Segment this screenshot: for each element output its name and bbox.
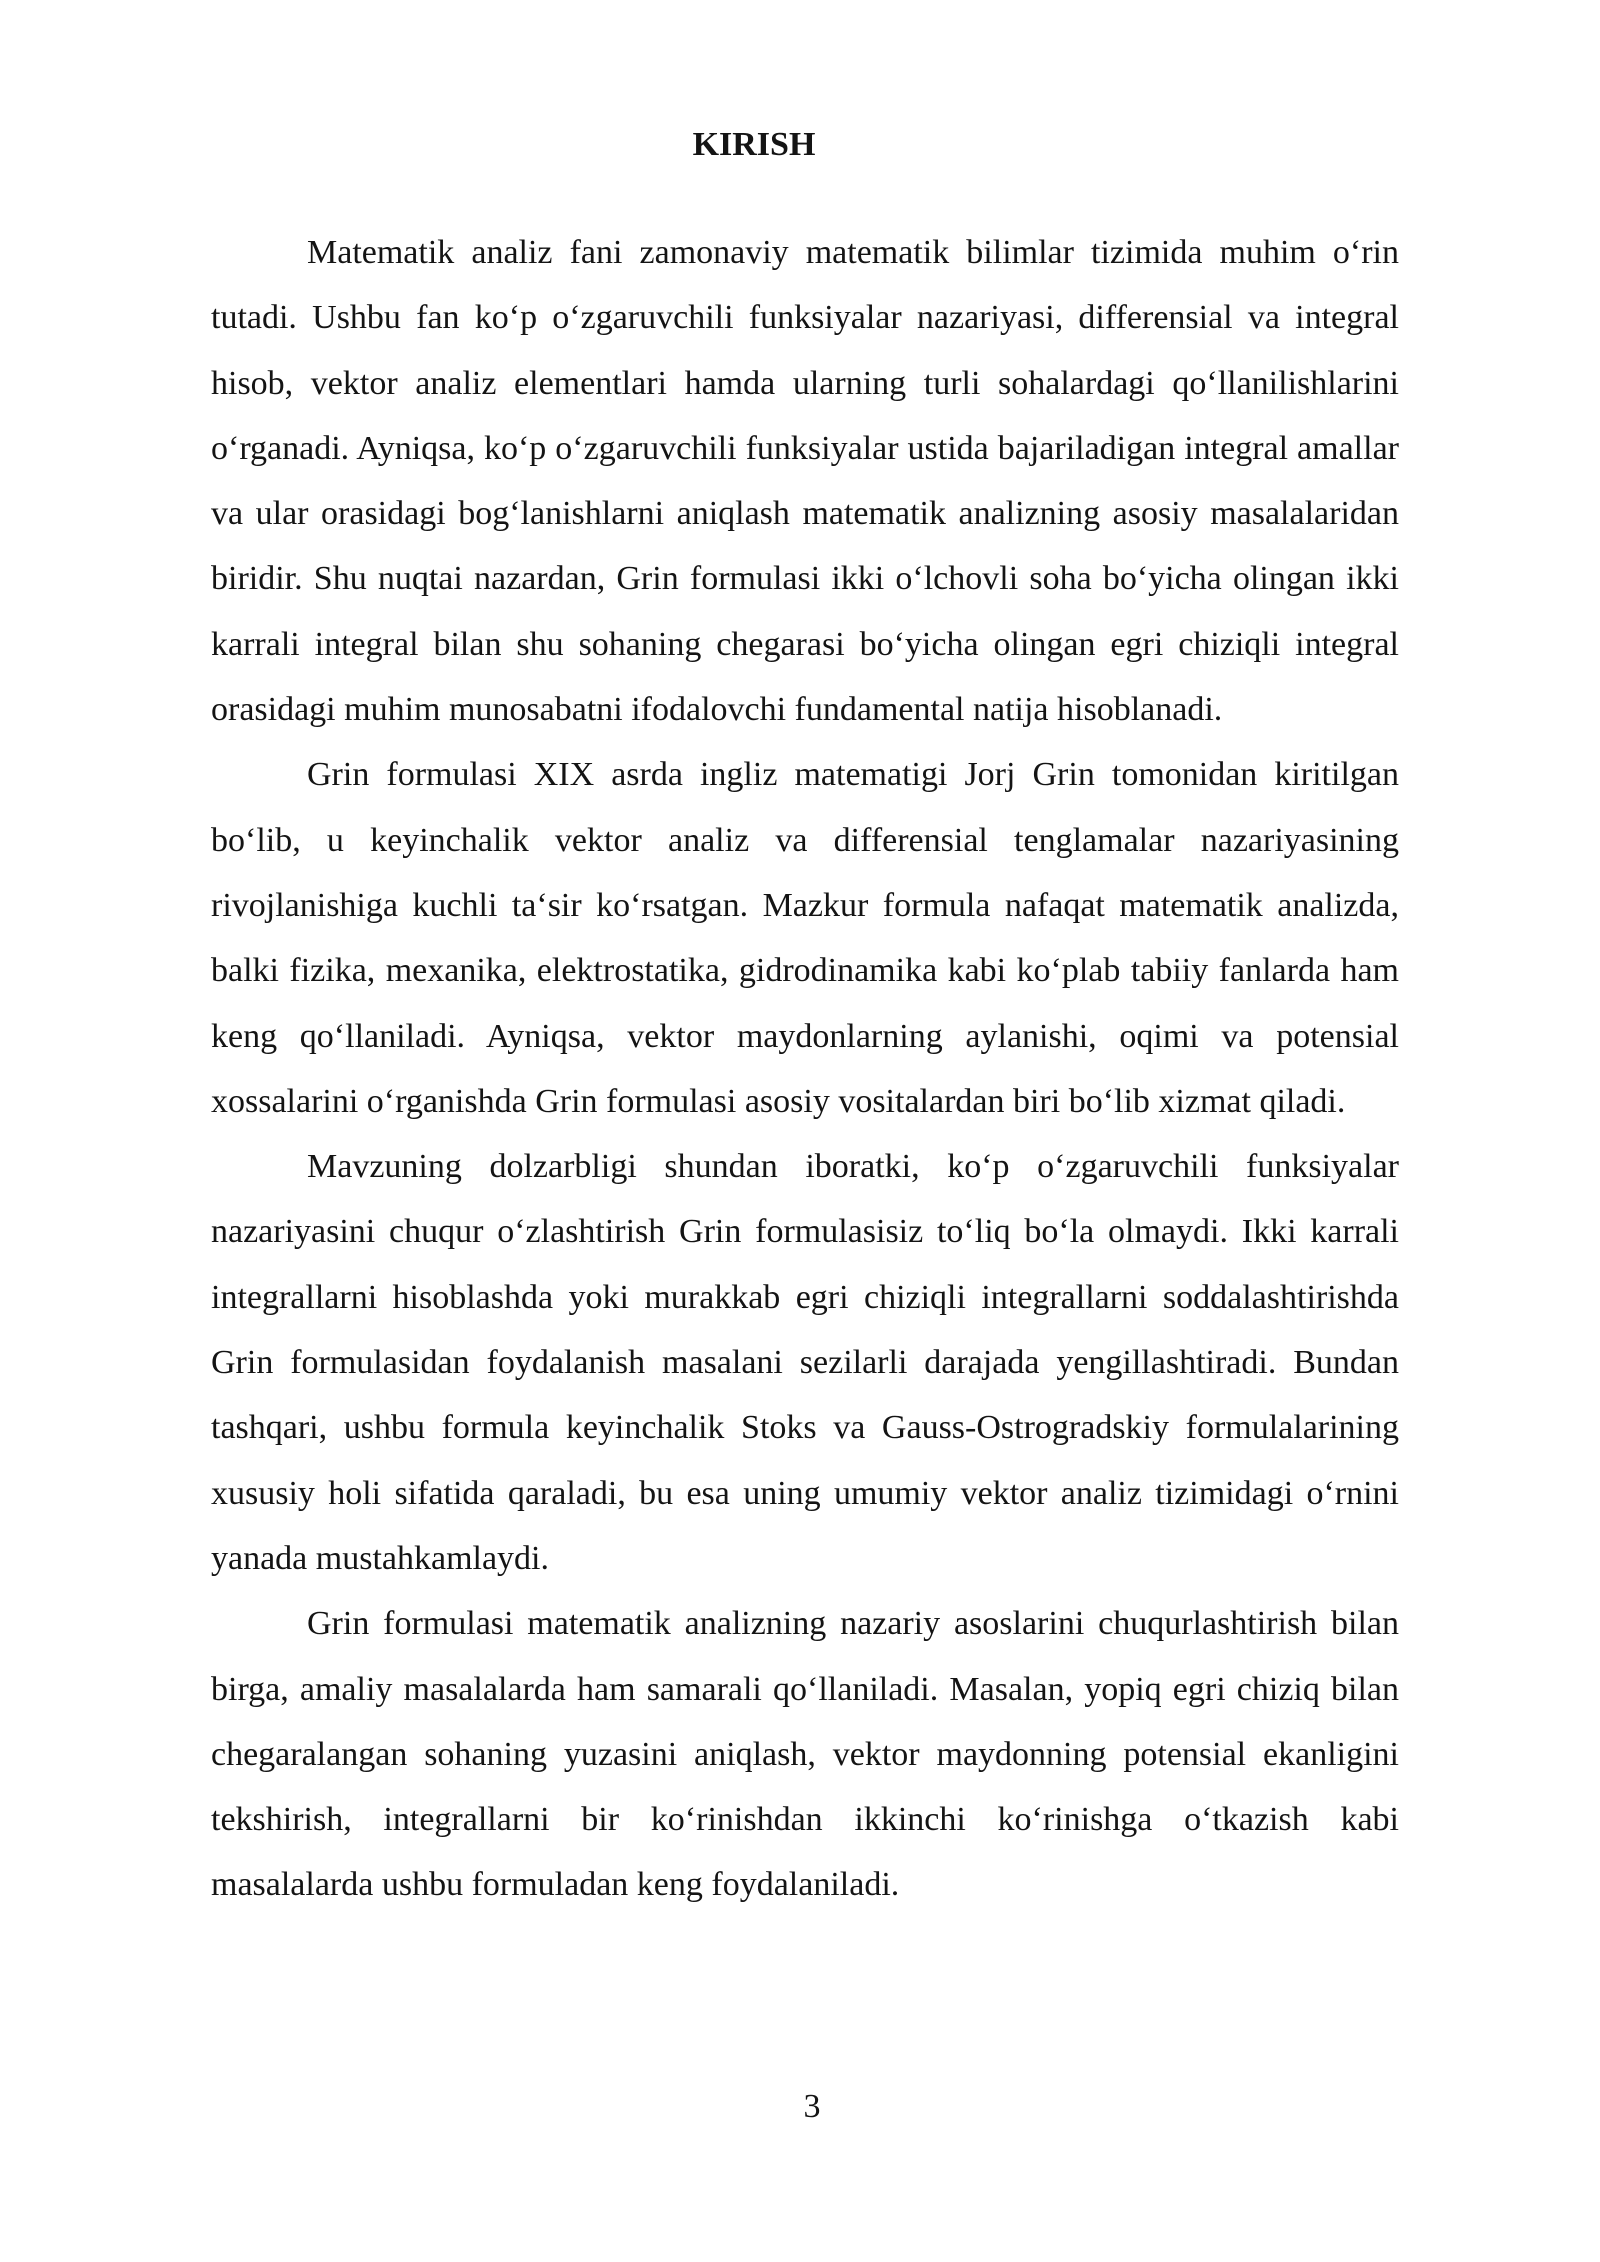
paragraph-2: Grin formulasi XIX asrda ingliz matematigi Jorj Grin tomonidan kiritilgan bo‘lib, u keyinchalik vektor analiz va differensial tenglamalar nazariyasining rivojlanishiga kuchli ta‘sir ko‘rsatgan. Mazkur formula nafaqat matematik analizda, balki fizika, mexanika, elektrostatika, gidrodinamika kabi ko‘plab tabiiy fanlarda ham keng qo‘llaniladi. Ayniqsa, vektor maydonlarning aylanishi, oqimi va potensial xossalarini o‘rganishda Grin formulasi asosiy vositalardan biri bo‘lib xizmat qiladi. xyxy=(211,756,1399,1120)
paragraph-3: Mavzuning dolzarbligi shundan iboratki, ko‘p o‘zgaruvchili funksiyalar nazariyasini chuqur o‘zlashtirish Grin formulasisiz to‘liq bo‘la olmaydi. Ikki karrali integrallarni hisoblashda yoki murakkab egri chiziqli integrallarni soddalashtirishda Grin formulasidan foydalanish masalani sezilarli darajada yengillashtiradi. Bundan tashqari, ushbu formula keyinchalik Stoks va Gauss-Ostrogradskiy formulalarining xususiy holi sifatida qaraladi, bu esa uning umumiy vektor analiz tizimidagi o‘rnini yanada mustahkamlaydi. xyxy=(211,1148,1399,1577)
page-number: 3 xyxy=(803,2088,821,2125)
body-text xyxy=(211,220,1399,1918)
paragraph-4: Grin formulasi matematik analizning nazariy asoslarini chuqurlashtirish bilan birga, amaliy masalalarda ham samarali qo‘llaniladi. Masalan, yopiq egri chiziq bilan chegaralangan sohaning yuzasini aniqlash, vektor maydonning potensial ekanligini tekshirish, integrallarni bir ko‘rinishdan ikkinchi ko‘rinishga o‘tkazish kabi masalalarda ushbu formuladan keng foydalaniladi. xyxy=(211,1605,1399,1904)
section-heading: KIRISH xyxy=(692,126,816,163)
paragraph-1: Matematik analiz fani zamonaviy matematik bilimlar tizimida muhim o‘rin tutadi. Ushbu fan ko‘p o‘zgaruvchili funksiyalar nazariyasi, differensial va integral hisob, vektor analiz elementlari hamda ularning turli sohalardagi qo‘llanilishlarini o‘rganadi. Ayniqsa, ko‘p o‘zgaruvchili funksiyalar ustida bajariladigan integral amallar va ular orasidagi bog‘lanishlarni aniqlash matematik analizning asosiy masalalaridan biridir. Shu nuqtai nazardan, Grin formulasi ikki o‘lchovli soha bo‘yicha olingan ikki karrali integral bilan shu sohaning chegarasi bo‘yicha olingan egri chiziqli integral orasidagi muhim munosabatni ifodalovchi fundamental natija hisoblanadi. xyxy=(211,234,1399,729)
